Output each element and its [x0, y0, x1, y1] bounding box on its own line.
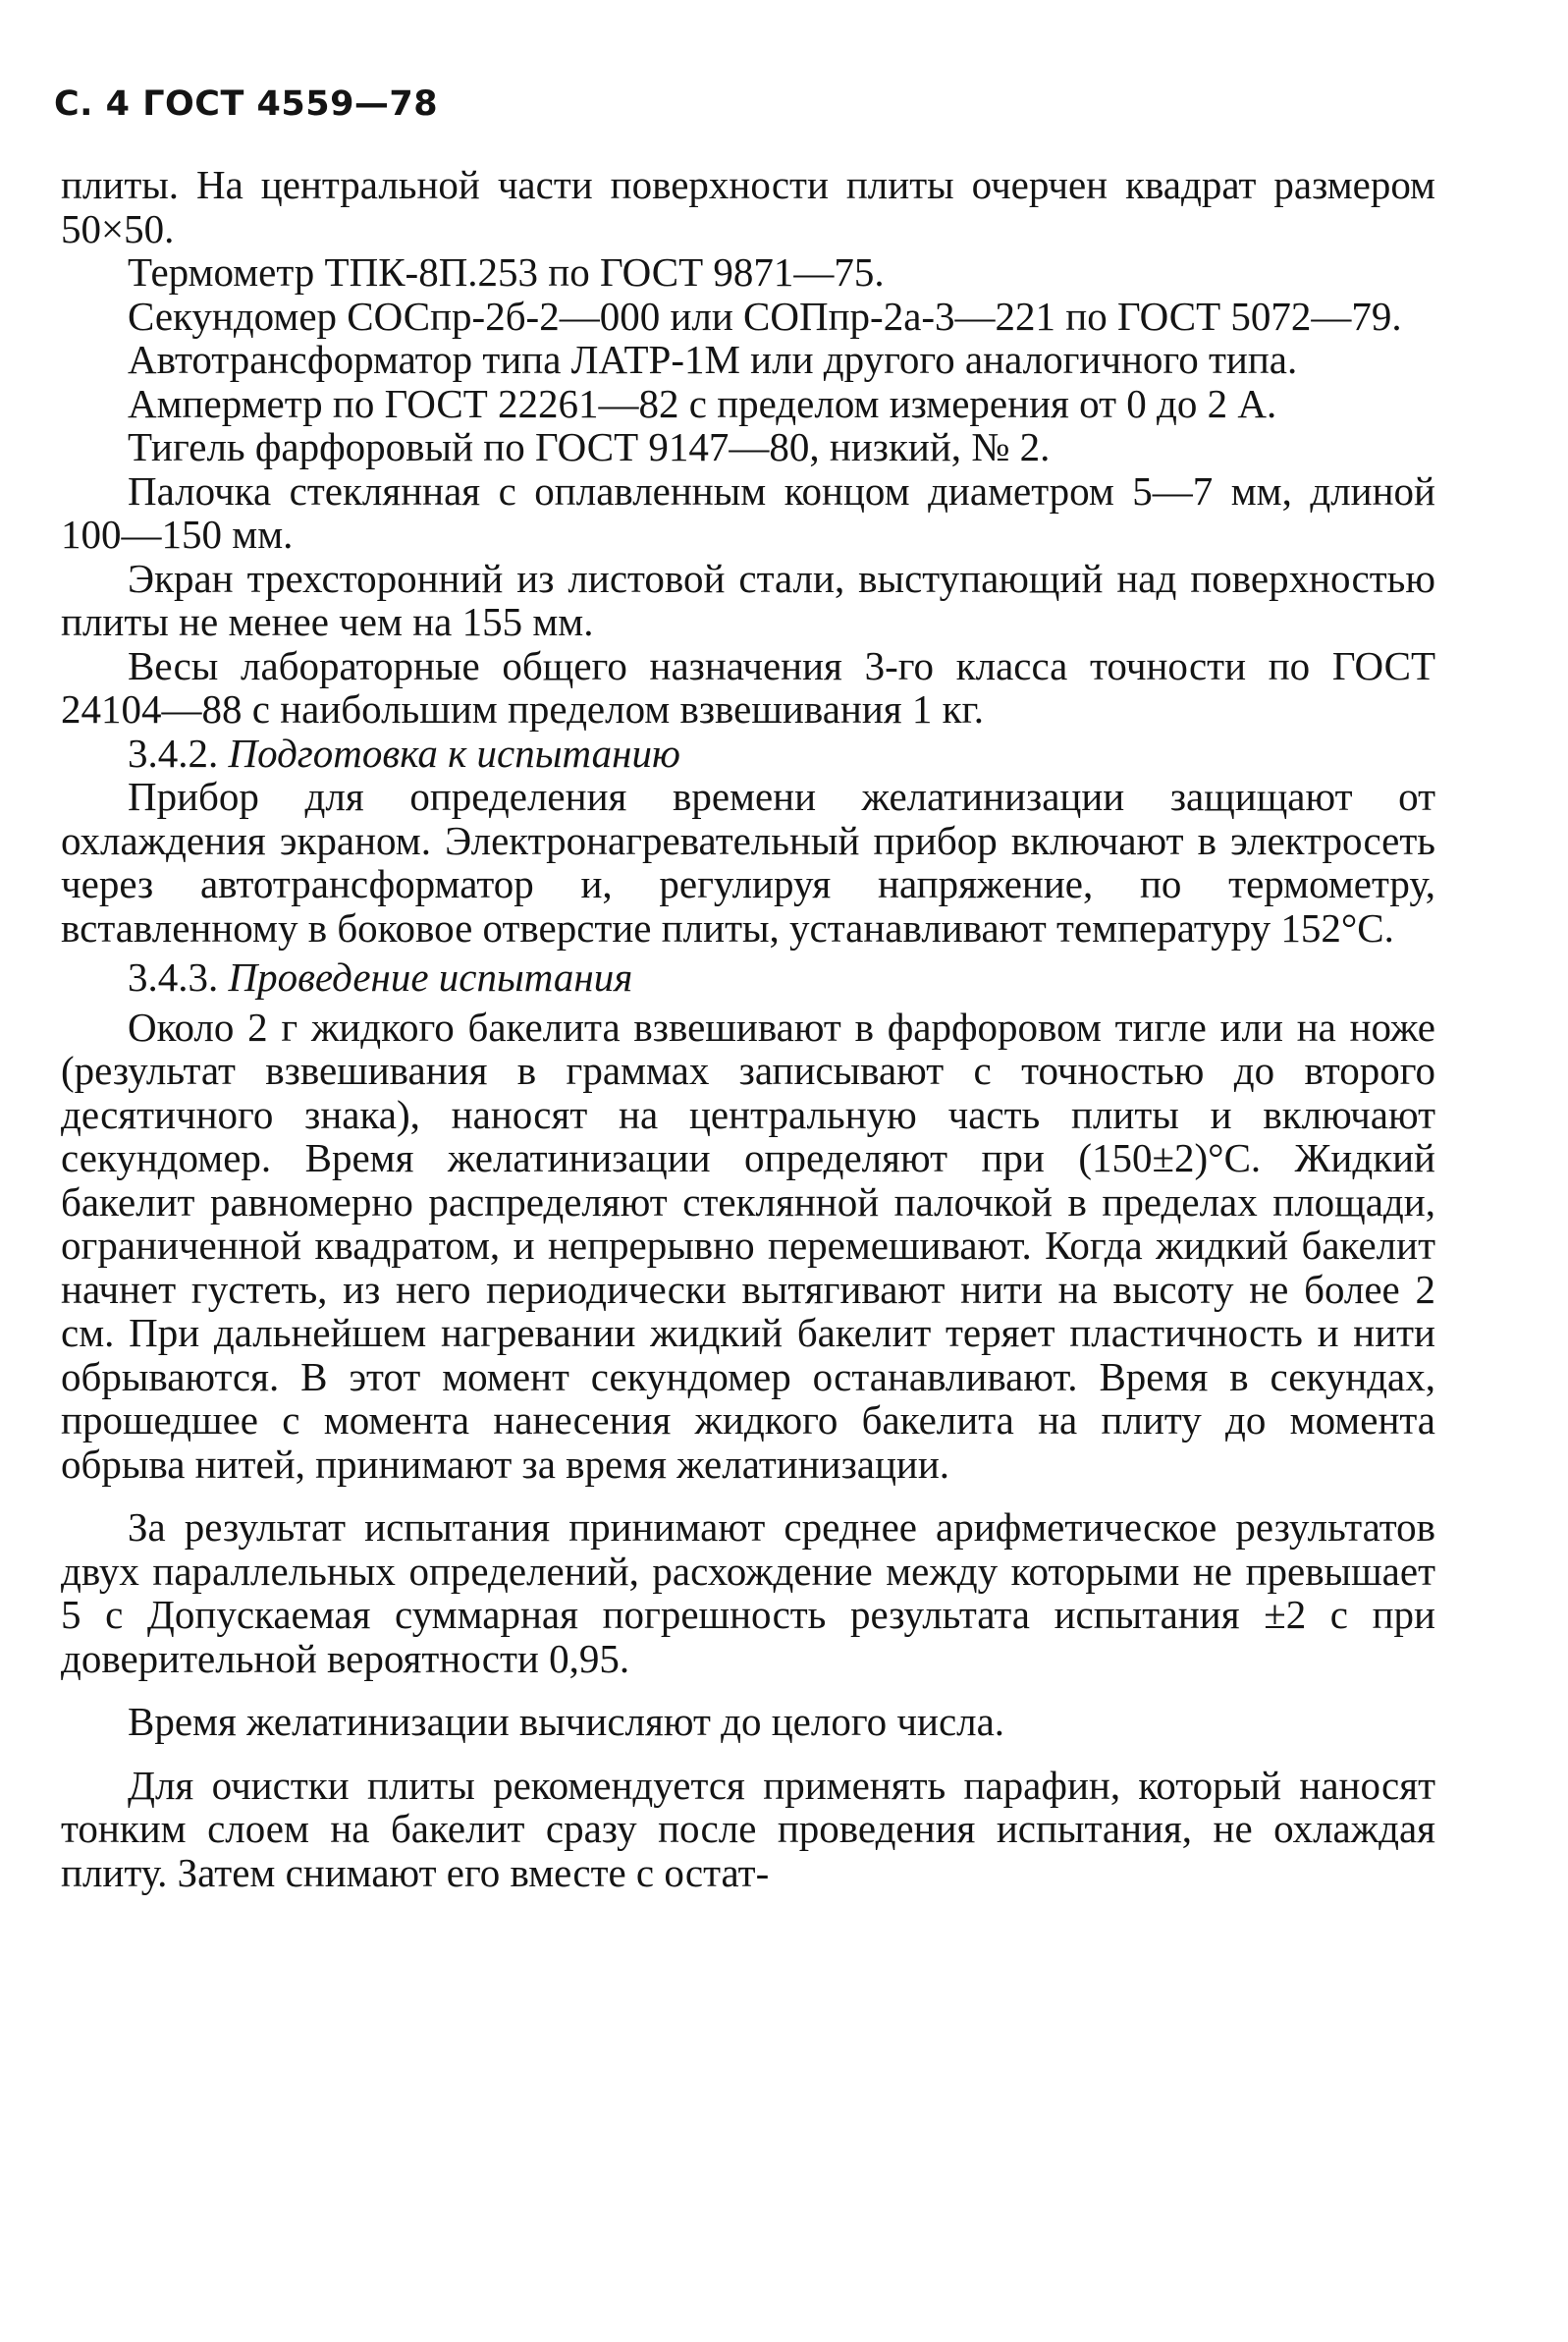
- paragraph-preparation: Прибор для определения времени желатинизации защищают от охлаждения экраном. Электронагревательный прибор включают в электросеть через автотрансформатор и, регулируя напряжение, по термометру, вставленному в боковое отверстие плиты, устанавливают температуру 152°С.: [61, 774, 1435, 951]
- paragraph-plate-cleaning: Для очистки плиты рекомендуется применять парафин, который наносят тонким слоем на бакелит сразу после проведения испытания, не охлаждая плиту. Затем снимают его вместе с остат-: [61, 1762, 1435, 1895]
- section-heading-testing: [61, 955, 1435, 1000]
- paragraph-autotransformer: Автотрансформатор типа ЛАТР-1М или другого аналогичного типа.: [128, 337, 1298, 382]
- section-number: 3.4.2.: [128, 730, 219, 776]
- section-heading-preparation: [61, 732, 1435, 776]
- paragraph-plate-square: плиты. На центральной части поверхности плиты очерчен квадрат размером 50×50.: [61, 162, 1435, 251]
- paragraph-crucible: Тигель фарфоровый по ГОСТ 9147—80, низкий, № 2.: [128, 424, 1051, 469]
- section-title: Проведение испытания: [228, 954, 633, 1000]
- section-title: Подготовка к испытанию: [228, 730, 680, 776]
- document-body: [61, 163, 1435, 1894]
- paragraph-stopwatch: Секундомер СОСпр-2б-2—000 или СОПпр-2а-3—221 по ГОСТ 5072—79.: [128, 293, 1402, 339]
- paragraph-scales: Весы лабораторные общего назначения 3-го класса точности по ГОСТ 24104—88 с наибольшим пределом взвешивания 1 кг.: [61, 642, 1435, 732]
- paragraph-ammeter: Амперметр по ГОСТ 22261—82 с пределом измерения от 0 до 2 А.: [128, 380, 1277, 426]
- page-header: С. 4 ГОСТ 4559—78: [54, 84, 439, 124]
- paragraph-rounding: Время желатинизации вычисляют до целого числа.: [128, 1699, 1005, 1744]
- paragraph-test-result: За результат испытания принимают среднее арифметическое результатов двух параллельных определений, расхождение между которыми не превышает 5 с Допускаемая суммарная погрешность результата испытания ±2 с при доверительной вероятности 0,95.: [61, 1504, 1435, 1681]
- paragraph-screen: Экран трехсторонний из листовой стали, выступающий над поверхностью плиты не менее чем на 155 мм.: [61, 555, 1435, 644]
- paragraph-test-procedure: Около 2 г жидкого бакелита взвешивают в фарфоровом тигле или на ноже (результат взвешивания в граммах записывают с точностью до второго десятичного знака), наносят на центральную часть плиты и включают секундомер. Время желатинизации определяют при (150±2)°С. Жидкий бакелит равномерно распределяют стеклянной палочкой в пределах площади, ограниченной квадратом, и непрерывно перемешивают. Когда жидкий бакелит начнет густеть, из него периодически вытягивают нити на высоту не более 2 см. При дальнейшем нагревании жидкий бакелит теряет пластичность и нити обрываются. В этот момент секундомер останавливают. Время в секундах, прошедшее с момента нанесения жидкого бакелита на плиту до момента обрыва нитей, принимают за время желатинизации.: [61, 1004, 1435, 1487]
- paragraph-glass-rod: Палочка стеклянная с оплавленным концом диаметром 5—7 мм, длиной 100—150 мм.: [61, 467, 1435, 557]
- section-number: 3.4.3.: [128, 954, 219, 1000]
- paragraph-thermometer: Термометр ТПК-8П.253 по ГОСТ 9871—75.: [128, 249, 885, 295]
